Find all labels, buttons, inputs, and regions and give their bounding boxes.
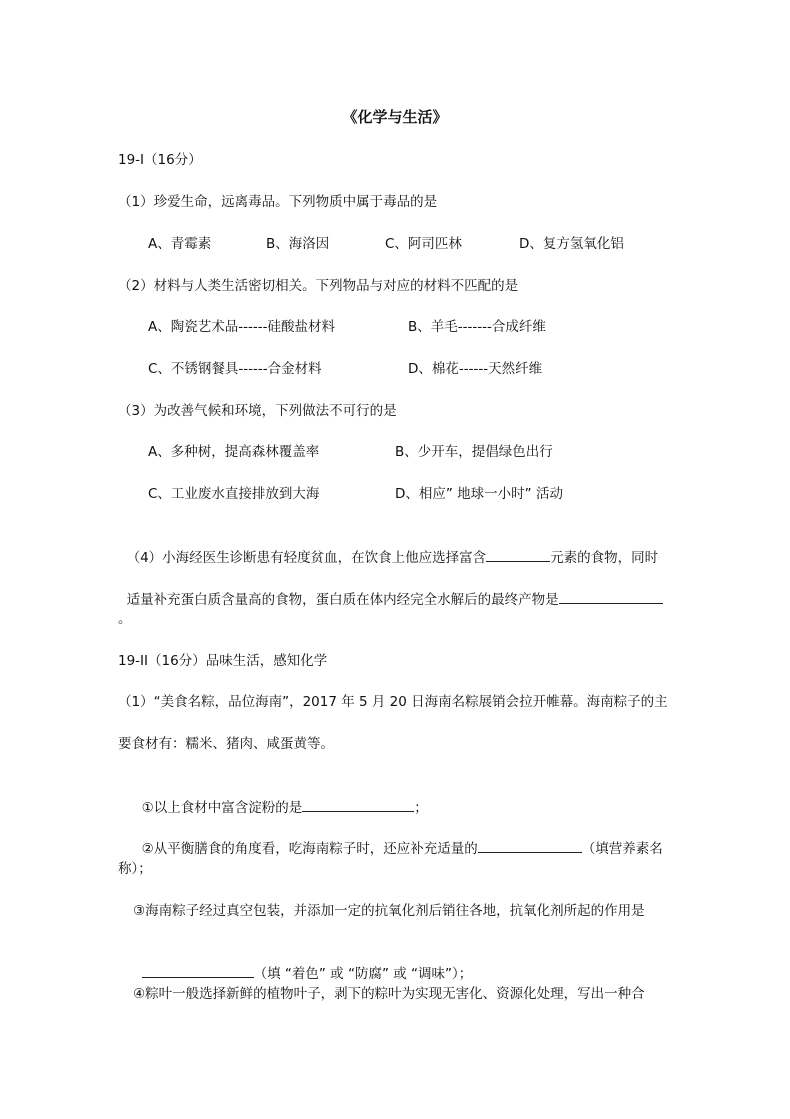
q1-option-a: A、青霉素 <box>148 236 212 252</box>
sub-question-2 <box>133 817 663 859</box>
q4-line2 <box>118 568 663 610</box>
sq3-blank[interactable] <box>142 962 254 978</box>
sub-question-3-line2 <box>133 942 472 984</box>
q1-stem: （1）珍爱生命，远离毒品。下列物质中属于毒品的是 <box>118 194 438 210</box>
sub-question-3: ③海南粽子经过真空包装，并添加一定的抗氧化剂后销往各地，抗氧化剂所起的作用是 <box>133 903 645 919</box>
section2-intro-line1: （1）“美食名粽，品位海南”，2017 年 5 月 20 日海南名粽展销会拉开帷幕。海南粽子的主 <box>118 694 668 710</box>
sq3-end: （填 “着色” 或 “防腐” 或 “调味”）； <box>253 966 473 982</box>
q1-option-b: B、海洛因 <box>266 236 330 252</box>
sub-question-4: ④粽叶一般选择新鲜的植物叶子，剥下的粽叶为实现无害化、资源化处理，写出一种合 <box>133 986 645 1002</box>
section1-header: 19-I（16分） <box>118 152 202 168</box>
sq1-blank[interactable] <box>302 796 414 812</box>
q2-option-b: B、羊毛-------合成纤维 <box>408 319 546 335</box>
q1-option-c: C、阿司匹林 <box>385 236 462 252</box>
sq2-blank[interactable] <box>478 837 582 853</box>
sq2-continuation: 称）； <box>118 861 152 877</box>
section2-header: 19-II（16分）品味生活，感知化学 <box>118 653 328 669</box>
sq1-text: ①以上食材中富含淀粉的是 <box>141 800 303 816</box>
q4-text-1: （4）小海经医生诊断患有轻度贫血，在饮食上他应选择富含 <box>126 550 487 566</box>
q3-option-a: A、多种树，提高森林覆盖率 <box>148 444 320 460</box>
sq2-end: （填营养素名 <box>581 841 663 857</box>
section2-intro-line2: 要食材有：糯米、猪肉、咸蛋黄等。 <box>118 736 334 752</box>
q3-option-d: D、相应” 地球一小时” 活动 <box>395 486 563 502</box>
q2-option-a: A、陶瓷艺术品------硅酸盐材料 <box>148 319 335 335</box>
q2-option-d: D、棉花------天然纤维 <box>408 361 543 377</box>
q2-stem: （2）材料与人类生活密切相关。下列物品与对应的材料不匹配的是 <box>118 278 519 294</box>
q4-line1 <box>118 526 658 568</box>
sub-question-1 <box>133 776 428 818</box>
q4-blank-2[interactable] <box>559 588 663 604</box>
page-title: 《化学与生活》 <box>342 108 448 126</box>
q2-option-c: C、不锈钢餐具------合金材料 <box>148 361 322 377</box>
q3-option-c: C、工业废水直接排放到大海 <box>148 486 320 502</box>
sq2-text: ②从平衡膳食的角度看，吃海南粽子时，还应补充适量的 <box>141 841 478 857</box>
q4-text-3: 适量补充蛋白质含量高的食物，蛋白质在体内经完全水解后的最终产物是 <box>126 592 559 608</box>
q4-blank-1[interactable] <box>486 546 550 562</box>
q4-line3: 。 <box>118 611 132 627</box>
q1-option-d: D、复方氢氧化铝 <box>519 236 624 252</box>
q3-stem: （3）为改善气候和环境，下列做法不可行的是 <box>118 403 397 419</box>
sq1-end: ； <box>414 800 428 816</box>
q3-option-b: B、少开车，提倡绿色出行 <box>395 444 553 460</box>
q4-text-2: 元素的食物，同时 <box>550 550 659 566</box>
